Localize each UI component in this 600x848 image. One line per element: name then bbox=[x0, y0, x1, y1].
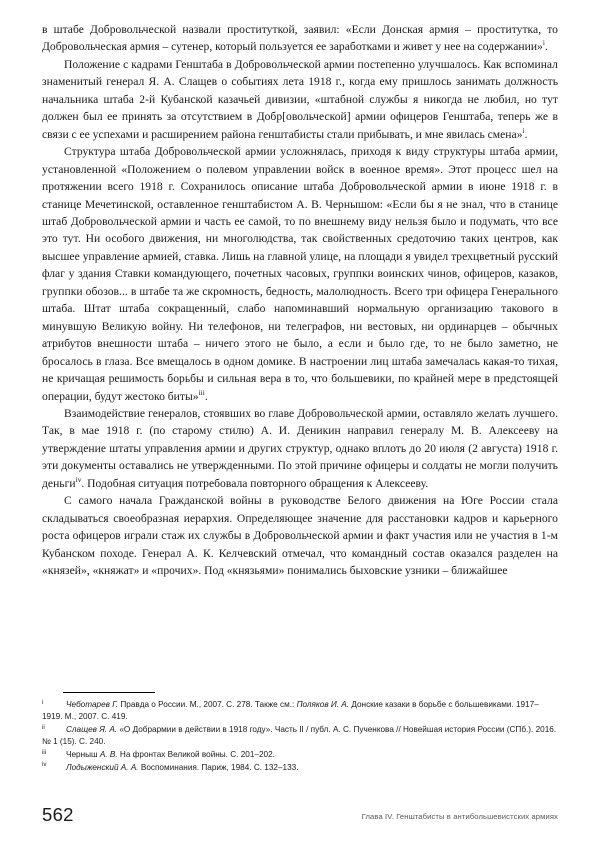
footnote-item bbox=[42, 762, 558, 774]
paragraph-1 bbox=[42, 21, 558, 56]
paragraph-1-text: в штабе Добровольческой назвали проституткой, заявил: «Если Донская армия – проститутка, то Добровольческая армия – сутенер, который пользуется ее заработками и живет у нее на содержании» bbox=[42, 23, 558, 54]
footnote-item bbox=[42, 749, 558, 761]
paragraph-2 bbox=[42, 56, 558, 143]
paragraph-2-tail: . bbox=[524, 127, 528, 141]
paragraph-5 bbox=[42, 492, 558, 579]
footnote-text: Слащев Я. А. «О Добрармии в действии в 1918 году». Часть II / публ. А. С. Пученкова // Новейшая история России (СПб.). 2016. № 1 (15). С. 240. bbox=[42, 724, 557, 747]
paragraph-3-text: Структура штаба Добровольческой армии усложнялась, приходя к виду структуры штаба армии, установленной «Положением о полевом управлении войск в военное время». Этот процесс шел на протяжении всего 1918 г. Сохранилось описание штаба Добровольческой армии в июне 1918 г. в станице Мечетинской, оставленное генштабистом А. В. Чернышом: «Если бы я не знал, что в станице штаб Добровольческой армии и часть ее самой, то по внешнему виду нельзя было и подумать, что все это тут. Ни особого движения, ни многолюдства, так свойственных средоточию таких центров, как высшее управление армией, ставка. Лишь на главной улице, на площади я увидел трехцветный русский флаг у здания Ставки командующего, почетных часовых, группки воинских чинов, офицеров, казаков, группки обозов... в штабе та же скромность, бедность, малолюдность. Всего три офицера Генерального штаба. Штат штаба сокращенный, слабо напоминавший нормальную организацию такового в минувшую Великую войну. Ни телефонов, ни телеграфов, ни вестовых, ни ординарцев – обычных атрибутов внешности штаба – ничего этого не было, а если и было где, то не было заметно, не бросалось в глаза. Все вмещалось в одном домике. В настроении лиц штаба замечалась какая-то тихая, не кричащая решимость борьбы и сильная вера в то, что большевики, по крайней мере в предстоящей операции, будут жестоко биты» bbox=[42, 145, 558, 403]
paragraph-4 bbox=[42, 405, 558, 492]
page-footer bbox=[42, 804, 558, 834]
footnote-separator-rule bbox=[63, 692, 155, 693]
footnote-text: Черныш А. В. На фронтах Великой войны. С. 201–202. bbox=[66, 749, 275, 759]
footnote-marker: iii bbox=[42, 748, 47, 756]
page-number: 562 bbox=[42, 804, 74, 825]
paragraph-4-tail: . Подобная ситуация потребовала повторного обращения к Алексееву. bbox=[81, 476, 429, 490]
footnote-item bbox=[42, 699, 558, 723]
footnote-marker: i bbox=[42, 698, 44, 706]
paragraph-2-text: Положение с кадрами Генштаба в Добровольческой армии постепенно улучшалось. Как вспоминал знаменитый генерал Я. А. Слащев о событиях лета 1918 г., когда ему пришлось занимать должность начальника штаба 2-й Кубанской казачьей дивизии, «штабной службы я никогда не любил, но тут должен был ее принять за отсутствием в Добр[овольческой] армии офицеров Генштаба, теперь же в связи с ее успехами и расширением района генштабисты стали прибывать, и мне явилась смена» bbox=[42, 57, 558, 141]
paragraph-1-tail: . bbox=[544, 40, 548, 54]
paragraph-4-text: Взаимодействие генералов, стоявших во главе Добровольческой армии, оставляло желать лучшего. Так, в мае 1918 г. (по старому стилю) А. И. Деникин направил генералу М. В. Алексееву на утверждение штаты управления армии и других структур, однако вплоть до 20 июля (2 августа) 1918 г. эти документы оставались не утвержденными. По этой причине офицеры и солдаты не могли получить деньги bbox=[42, 406, 558, 490]
footnote-marker: ii bbox=[42, 723, 45, 731]
paragraph-3 bbox=[42, 143, 558, 405]
footnote-ref-3[interactable]: iii bbox=[198, 387, 205, 397]
paragraph-3-tail: . bbox=[204, 389, 208, 403]
footnote-ref-4[interactable]: iv bbox=[75, 474, 82, 484]
footnotes-block bbox=[42, 699, 558, 774]
footnote-ref-1[interactable]: i bbox=[542, 38, 545, 48]
footnote-text: Лодыженский А. А. Воспоминания. Париж, 1984. С. 132–133. bbox=[66, 762, 299, 772]
footnote-marker: iv bbox=[42, 761, 47, 769]
running-title: Глава IV. Генштабисты в антибольшевистских армиях bbox=[361, 812, 558, 821]
footnote-ref-2[interactable]: i bbox=[522, 125, 525, 135]
footnote-text: Чеботарев Г. Правда о России. М., 2007. С. 278. Также см.: Поляков И. А. Донские казаки в борьбе с большевиками. 1917–1919. М., 2007. С. 419. bbox=[42, 700, 539, 722]
body-text-block bbox=[42, 21, 558, 580]
paragraph-5-text: С самого начала Гражданской войны в руководстве Белого движения на Юге России стала складываться своеобразная иерархия. Определяющее значение для расстановки кадров и карьерного роста офицеров играли стаж их службы в Добровольческой армии и факт участия или не участия в 1-м Кубанском походе. Генерал А. К. Келчевский отмечал, что командный состав оказался разделен на «князей», «княжат» и «прочих». Под «князьями» понимались быховские узники – ближайшее bbox=[42, 494, 558, 578]
footnote-item bbox=[42, 724, 558, 748]
